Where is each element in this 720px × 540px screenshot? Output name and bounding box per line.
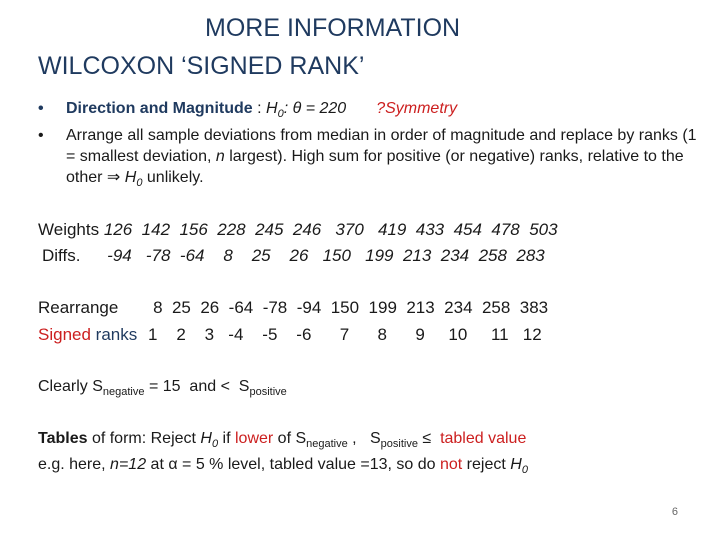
rearrange-values: 8 25 26 -64 -78 -94 150 199 213 234 258 383 [153,298,549,317]
clearly-sub-positive: positive [249,386,287,399]
h0-subscript: 0 [211,438,219,451]
arrange-text-1: Arrange all sample deviations from median in order of magnitude and replace by ranks (1 = smallest deviation, [66,127,697,166]
bullet-arrange [38,125,698,194]
example-line [38,456,528,476]
tables-sub-positive: positive [380,438,418,451]
tables-text-2: if [218,430,235,447]
rearrange-label: Rearrange [38,298,119,317]
bullet-colon: : [252,100,267,117]
clearly-line [38,378,287,398]
h0-symbol: H [266,100,278,117]
n12: n=12 [110,456,147,473]
example-text-1: e.g. here, [38,456,111,473]
clearly-text-1: Clearly S [38,378,103,395]
h0-symbol: H [510,456,522,473]
signed-label: Signed [38,325,91,344]
h0-subscript: 0 [136,177,143,190]
bullet-list [38,98,698,194]
signed-ranks-values: 1 2 3 -4 -5 -6 7 8 9 10 11 12 [147,325,542,344]
arrange-text-3: unlikely. [142,169,204,187]
arrange-text-2: largest). High sum for positive (or negative) ranks, relative to the other ⇒ [66,148,684,187]
weights-label: Weights [38,220,100,239]
symmetry-note: ?Symmetry [376,100,458,117]
slide-title-line1: MORE INFORMATION [205,14,461,42]
clearly-text-2: = 15 and < S [144,378,250,395]
rearrange-row [38,298,548,318]
diffs-label: Diffs. [42,246,81,265]
clearly-sub-negative: negative [102,386,145,399]
diffs-values: -94 -78 -64 8 25 26 150 199 213 234 258 283 [107,246,545,265]
bullet-dot-icon: • [38,127,44,145]
tabled-value-phrase: tabled value [440,430,527,447]
n-symbol: n [215,148,225,166]
bullet-dot-icon: • [38,100,44,117]
tables-bold: Tables [38,430,88,447]
tables-text-5: ≤ [417,430,441,447]
ranks-label: ranks [90,325,138,344]
tables-line [38,430,526,450]
weights-values: 126 142 156 228 245 246 370 419 433 454 478 503 [103,220,558,239]
tables-text-3: of S [273,430,307,447]
h0-symbol: H [200,430,212,447]
signed-ranks-row [38,325,542,345]
tables-text-1: of form: Reject [87,430,201,447]
h0-subscript: 0 [521,464,528,477]
not-word: not [439,456,463,473]
h0-symbol: H [124,169,137,187]
weights-row [38,220,558,240]
page-number: 6 [671,506,678,518]
slide-title-line2: WILCOXON ‘SIGNED RANK’ [38,52,365,80]
h0-subscript: 0 [277,108,284,121]
diffs-row [42,246,545,266]
alpha-symbol: α [168,456,178,473]
h0-hypothesis: : θ = 220 [283,100,347,117]
tables-text-4: , S [347,430,381,447]
bullet-direction-magnitude [38,98,698,125]
lower-word: lower [235,430,274,447]
example-text-4: reject [462,456,511,473]
example-text-3: = 5 % level, tabled value =13, so do [177,456,440,473]
tables-sub-negative: negative [306,438,348,451]
bullet-label: Direction and Magnitude [66,100,253,117]
example-text-2: at [146,456,169,473]
